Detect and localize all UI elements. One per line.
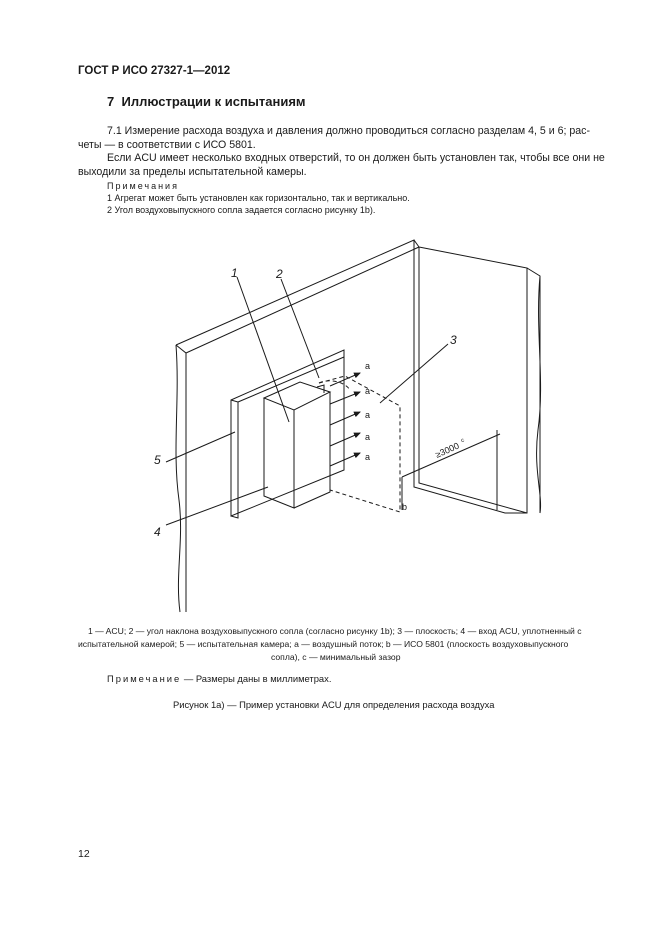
airflow-label: a — [365, 386, 371, 396]
figure-note-text: — Размеры даны в миллиметрах. — [181, 673, 332, 684]
airflow-label: a — [365, 361, 371, 371]
dimension-superscript: c — [460, 437, 466, 445]
paragraph-2-line1: Если ACU имеет несколько входных отверстий, то он должен быть установлен так, чтобы все они не — [107, 152, 605, 164]
leader-line-4 — [166, 487, 268, 525]
figure-note-label: Примечание — [107, 673, 182, 684]
document-header: ГОСТ Р ИСО 27327-1—2012 — [78, 65, 231, 77]
leader-line-2 — [281, 279, 319, 378]
paragraph-7-1-line2: четы — в соответствии с ИСО 5801. — [78, 139, 256, 151]
legend-line-2: испытательной камерой; 5 — испытательная камера; a — воздушный поток; b — ИСО 5801 (плоскость воздуховыпускного — [78, 639, 569, 649]
figure-label-2: 2 — [276, 267, 283, 281]
note-item-2: 2 Угол воздуховыпускного сопла задается согласно рисунку 1b). — [107, 205, 376, 215]
airflow-arrows — [330, 373, 360, 466]
figure-label-1: 1 — [231, 266, 238, 280]
paragraph-2-line2: выходили за пределы испытательной камеры. — [78, 166, 307, 178]
paragraph-7-1-line1: 7.1 Измерение расхода воздуха и давления должно проводиться согласно разделам 4, 5 и 6; рас- — [107, 125, 590, 137]
note-item-1: 1 Агрегат может быть установлен как горизонтально, так и вертикально. — [107, 193, 410, 203]
notes-heading: Примечания — [107, 181, 179, 191]
airflow-label: a — [365, 410, 371, 420]
page-number: 12 — [78, 848, 90, 860]
legend-line-3: сопла), c — минимальный зазор — [271, 652, 401, 662]
airflow-label: a — [365, 432, 371, 442]
plane-label: b — [402, 502, 408, 512]
section-title: Иллюстрации к испытаниям — [121, 94, 306, 109]
figure-label-4: 4 — [154, 525, 161, 539]
airflow-label: a — [365, 452, 371, 462]
figure-label-3: 3 — [450, 333, 457, 347]
legend-line-1: 1 — ACU; 2 — угол наклона воздуховыпускного сопла (согласно рисунку 1b); 3 — плоскость; 4 — вход ACU, уплотненный с — [88, 626, 582, 636]
section-number: 7 — [107, 94, 115, 109]
figure-note — [107, 673, 331, 684]
dimension-value: ≥3000 — [433, 440, 461, 460]
figure-label-5: 5 — [154, 453, 161, 467]
figure-title: Рисунок 1а) — Пример установки ACU для определения расхода воздуха — [173, 699, 495, 710]
